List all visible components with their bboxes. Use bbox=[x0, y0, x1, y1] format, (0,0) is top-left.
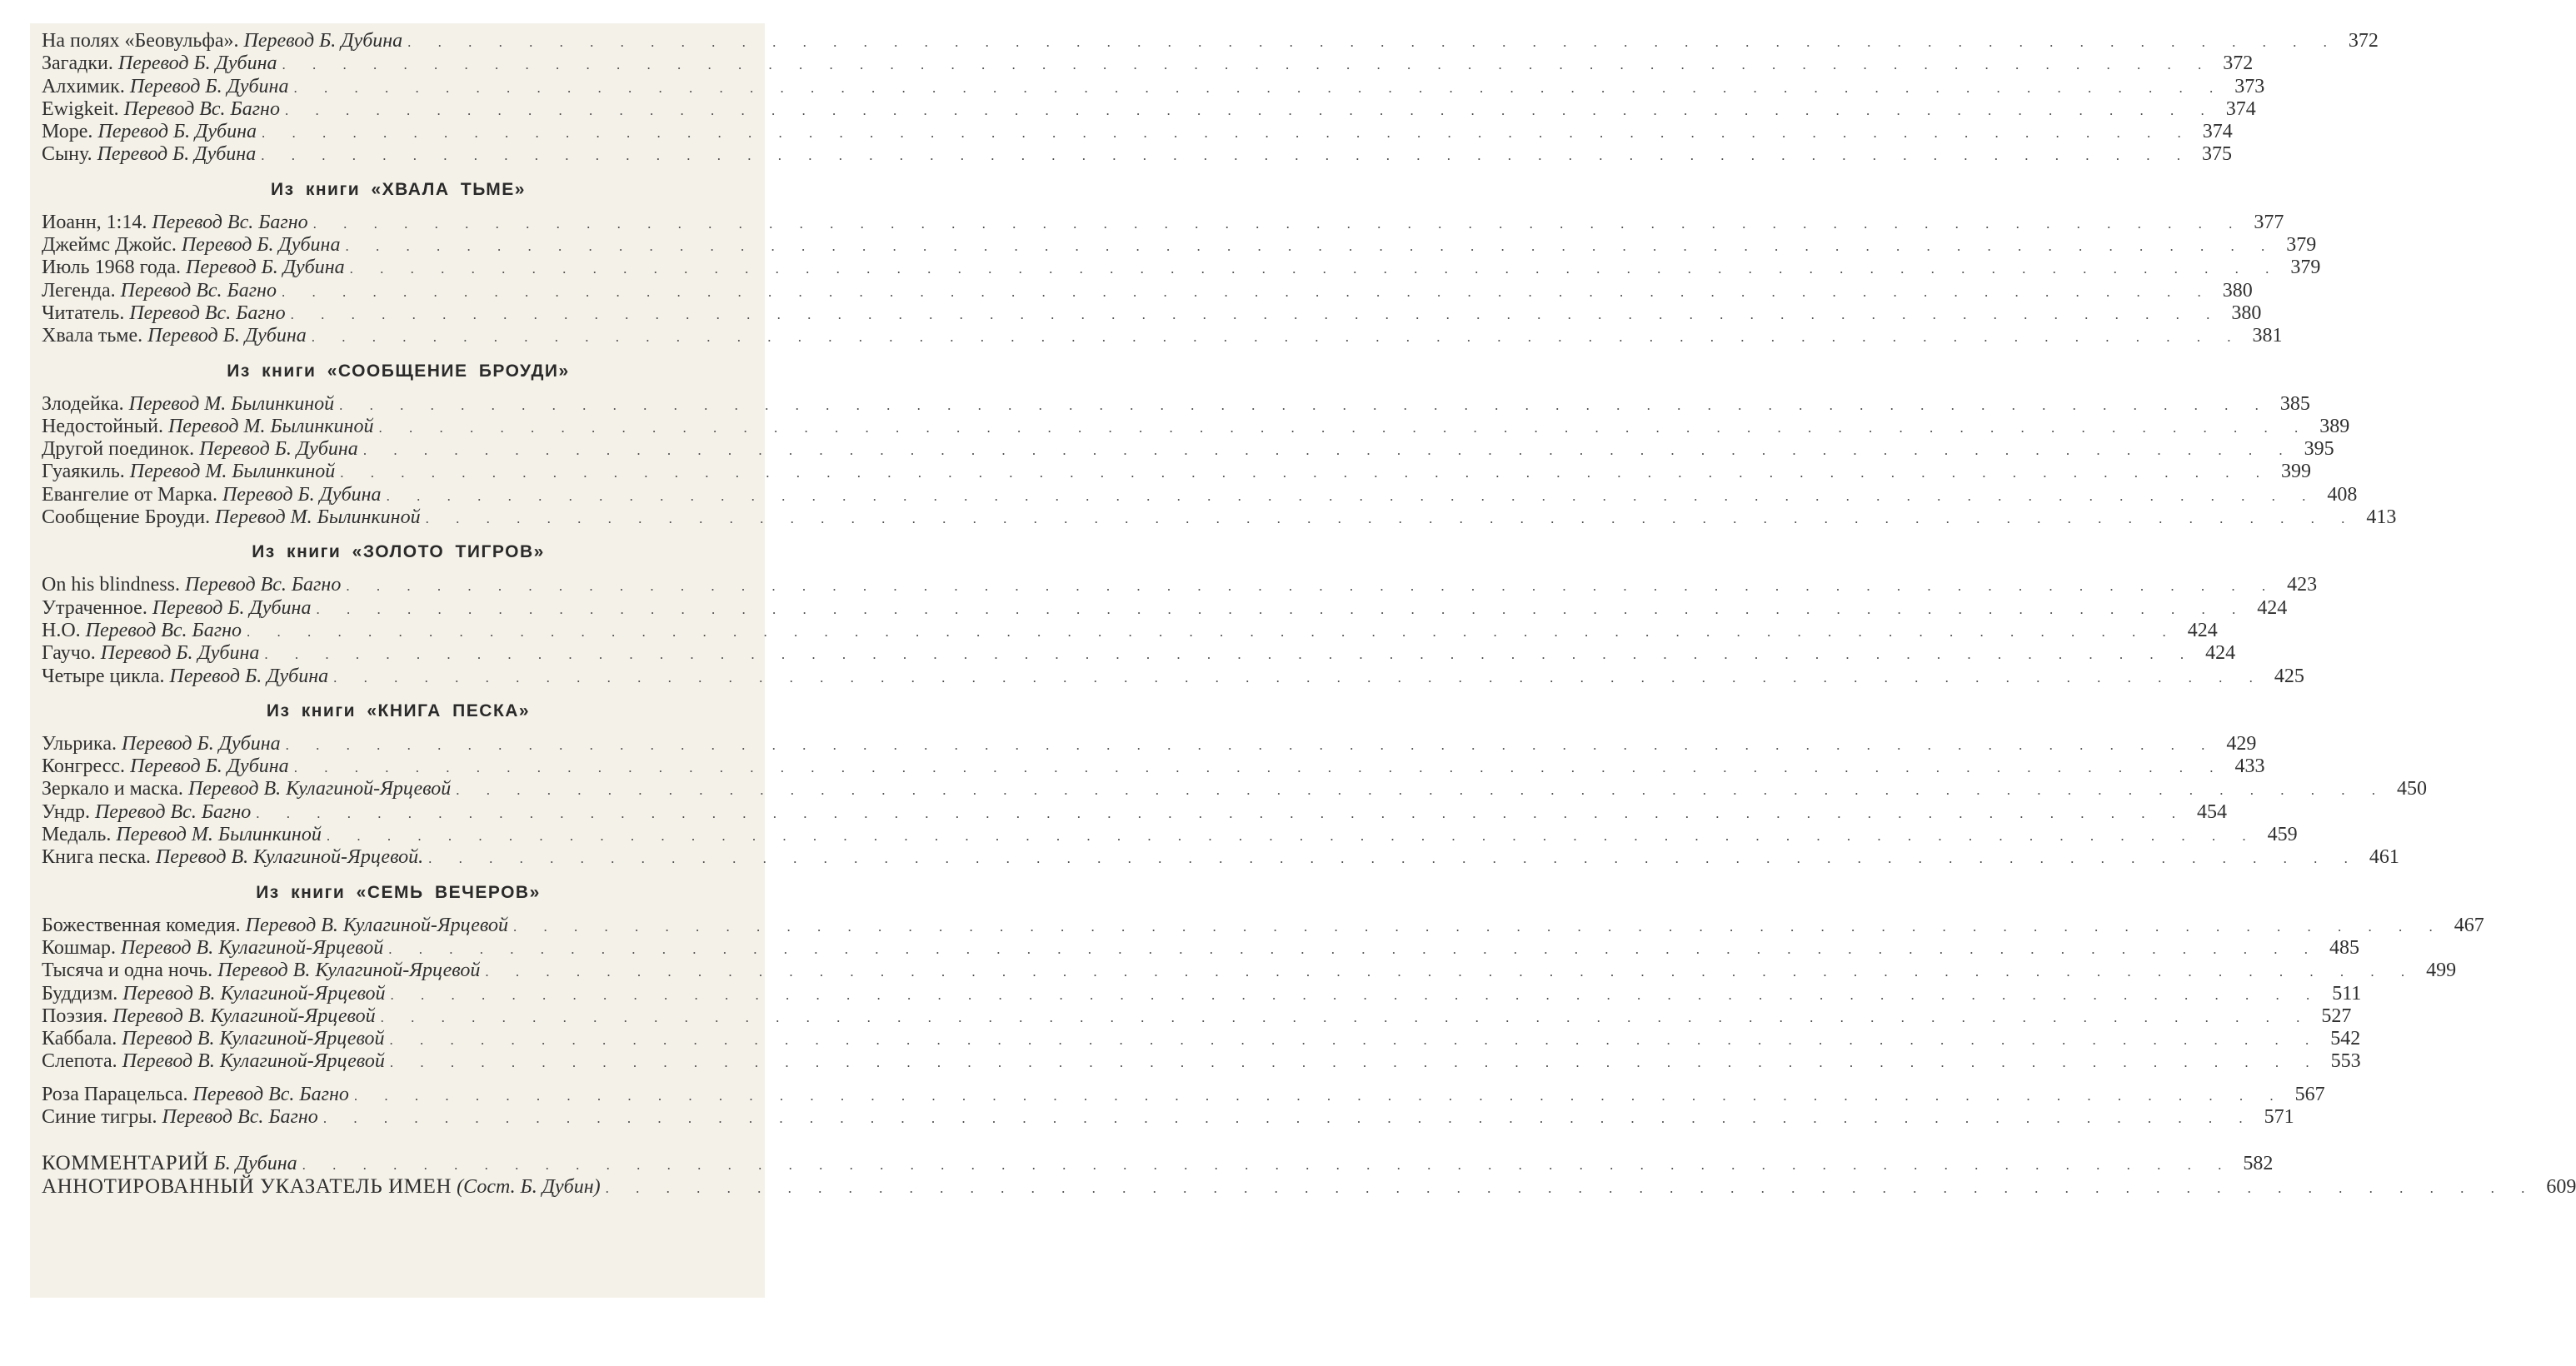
entry-text bbox=[42, 1152, 297, 1175]
entry-title: Джеймс Джойс. bbox=[42, 234, 177, 257]
entry-text bbox=[42, 30, 402, 52]
entry-title: Каббала. bbox=[42, 1028, 117, 1050]
toc-entry[interactable] bbox=[42, 75, 2265, 98]
leader-dots: . . . . . . . . . . . . . . . . . . . . . . . . . . . . . . . . . . . . . . . . . . . . . . . . . . . . . . . . . . . . . . . . bbox=[293, 760, 2225, 776]
toc-entry[interactable] bbox=[42, 302, 2262, 325]
spacer bbox=[42, 1074, 755, 1084]
toc-entry[interactable] bbox=[42, 596, 2288, 620]
entry-translator: Перевод Б. Дубина bbox=[181, 234, 341, 257]
entry-page-number: 380 bbox=[2231, 302, 2262, 324]
leader-dots: . . . . . . . . . . . . . . . . . . . . . . . . . . . . . . . . . . . . . . . . . . . . . . . . . . . . . . . . . . . . . . . . bbox=[456, 782, 2387, 799]
toc-entry[interactable] bbox=[42, 97, 2256, 121]
entry-page-number: 527 bbox=[2321, 1005, 2352, 1027]
leader-dots: . . . . . . . . . . . . . . . . . . . . . . . . . . . . . . . . . . . . . . . . . . . . . . . . . . . . . . . . . . . . . . . . bbox=[605, 1179, 2537, 1196]
entry-translator: Перевод Вс. Багно bbox=[94, 800, 252, 823]
entry-text bbox=[42, 280, 277, 302]
entry-translator: Перевод Вс. Багно bbox=[192, 1083, 349, 1105]
entry-title: Медаль. bbox=[42, 824, 112, 846]
entry-text bbox=[42, 666, 328, 688]
entry-text bbox=[42, 484, 382, 506]
entry-title: Роза Парацельса. bbox=[42, 1083, 188, 1105]
entry-translator: Перевод Б. Дубина bbox=[243, 30, 403, 52]
book-page bbox=[30, 23, 2576, 1298]
entry-translator: Перевод В. Кулагиной-Ярцевой bbox=[122, 1028, 385, 1050]
entry-page-number: 389 bbox=[2319, 415, 2350, 437]
entry-title: Слепота. bbox=[42, 1050, 117, 1073]
entry-title: Ундр. bbox=[42, 800, 90, 823]
section-heading: Из книги «ХВАЛА ТЬМЕ» bbox=[270, 179, 526, 199]
entry-title: Сыну. bbox=[42, 143, 92, 166]
leader-dots: . . . . . . . . . . . . . . . . . . . . . . . . . . . . . . . . . . . . . . . . . . . . . . . . . . . . . . . . . . . . . . . . bbox=[388, 940, 2319, 957]
section-heading: Из книги «СЕМЬ ВЕЧЕРОВ» bbox=[256, 882, 541, 902]
leader-dots: . . . . . . . . . . . . . . . . . . . . . . . . . . . . . . . . . . . . . . . . . . . . . . . . . . . . . . . . . . . . . . . . bbox=[380, 1009, 2312, 1025]
entry-translator: Перевод М. Былинкиной bbox=[167, 415, 374, 437]
entry-translator: Перевод Вс. Багно bbox=[162, 1105, 318, 1128]
entry-title: На полях «Беовульфа». bbox=[42, 30, 239, 52]
leader-dots: . . . . . . . . . . . . . . . . . . . . . . . . . . . . . . . . . . . . . . . . . . . . . . . . . . . . . . . . . . . . . . . . bbox=[302, 1157, 2234, 1174]
entry-translator: Б. Дубина bbox=[213, 1153, 297, 1175]
entry-translator: Перевод В. Кулагиной-Ярцевой bbox=[122, 1050, 385, 1073]
spacer bbox=[42, 1129, 755, 1152]
leader-dots: . . . . . . . . . . . . . . . . . . . . . . . . . . . . . . . . . . . . . . . . . . . . . . . . . . . . . . . . . . . . . . . . bbox=[346, 578, 2278, 595]
entry-page-number: 377 bbox=[2254, 211, 2284, 233]
toc-entry[interactable] bbox=[42, 642, 2236, 665]
leader-dots: . . . . . . . . . . . . . . . . . . . . . . . . . . . . . . . . . . . . . . . . . . . . . . . . . . . . . . . . . . . . . . . . bbox=[285, 736, 2217, 753]
entry-page-number: 381 bbox=[2252, 325, 2283, 347]
section-heading: Из книги «КНИГА ПЕСКА» bbox=[266, 700, 531, 720]
leader-dots: . . . . . . . . . . . . . . . . . . . . . . . . . . . . . . . . . . . . . . . . . . . . . . . . . . . . . . . . . . . . . . . . bbox=[353, 1087, 2285, 1104]
entry-title: Читатель. bbox=[42, 302, 125, 324]
entry-title: Зеркало и маска. bbox=[42, 778, 183, 800]
toc-entry[interactable] bbox=[42, 936, 2359, 960]
entry-title: Ewigkeit. bbox=[42, 97, 119, 120]
entry-page-number: 374 bbox=[2225, 97, 2256, 120]
leader-dots: . . . . . . . . . . . . . . . . . . . . . . . . . . . . . . . . . . . . . . . . . . . . . . . . . . . . . . . . . . . . . . . . bbox=[512, 918, 2444, 935]
entry-page-number: 413 bbox=[2366, 506, 2397, 529]
entry-text bbox=[42, 212, 308, 234]
entry-translator: Перевод Б. Дубина bbox=[222, 483, 382, 506]
entry-text bbox=[42, 620, 242, 642]
entry-page-number: 423 bbox=[2287, 574, 2318, 596]
toc-entry[interactable] bbox=[42, 1050, 2361, 1073]
leader-dots: . . . . . . . . . . . . . . . . . . . . . . . . . . . . . . . . . . . . . . . . . . . . . . . . . . . . . . . . . . . . . . . . bbox=[261, 147, 2192, 164]
entry-text bbox=[42, 1106, 318, 1129]
entry-translator: Перевод В. Кулагиной-Ярцевой bbox=[122, 982, 386, 1005]
toc-entry[interactable] bbox=[42, 211, 2284, 234]
toc-entry[interactable] bbox=[42, 1152, 2274, 1175]
entry-title: Поэзия. bbox=[42, 1005, 108, 1027]
entry-page-number: 425 bbox=[2274, 665, 2304, 687]
toc-entry[interactable] bbox=[42, 1005, 2352, 1028]
toc-entry[interactable] bbox=[42, 824, 2298, 846]
entry-page-number: 385 bbox=[2279, 392, 2310, 415]
entry-translator: Перевод Вс. Багно bbox=[152, 211, 308, 233]
toc-entry[interactable] bbox=[42, 506, 2397, 529]
leader-dots: . . . . . . . . . . . . . . . . . . . . . . . . . . . . . . . . . . . . . . . . . . . . . . . . . . . . . . . . . . . . . . . . bbox=[264, 646, 2196, 663]
entry-text bbox=[42, 960, 480, 982]
entry-text bbox=[42, 393, 334, 416]
entry-title: On his blindness. bbox=[42, 574, 181, 596]
toc-entry[interactable] bbox=[42, 914, 2484, 937]
leader-dots: . . . . . . . . . . . . . . . . . . . . . . . . . . . . . . . . . . . . . . . . . . . . . . . . . . . . . . . . . . . . . . . . bbox=[281, 283, 2213, 300]
entry-translator: Перевод Вс. Багно bbox=[85, 619, 242, 641]
entry-title: Другой поединок. bbox=[42, 438, 195, 461]
entry-translator: Перевод Б. Дубина bbox=[152, 596, 312, 619]
entry-title: Гаучо. bbox=[42, 642, 96, 665]
toc-entry[interactable] bbox=[42, 1174, 2576, 1198]
leader-dots: . . . . . . . . . . . . . . . . . . . . . . . . . . . . . . . . . . . . . . . . . . . . . . . . . . . . . . . . . . . . . . . . bbox=[284, 102, 2216, 118]
entry-title: Ульрика. bbox=[42, 732, 117, 755]
entry-title: Недостойный. bbox=[42, 415, 163, 437]
toc-entry[interactable] bbox=[42, 234, 2317, 257]
entry-translator: Перевод Б. Дубина bbox=[199, 438, 358, 461]
toc-entry[interactable] bbox=[42, 325, 2283, 347]
entry-translator: Перевод В. Кулагиной-Ярцевой bbox=[120, 936, 384, 959]
entry-page-number: 424 bbox=[2257, 596, 2288, 619]
toc-entry[interactable] bbox=[42, 574, 2318, 596]
entry-translator: Перевод Вс. Багно bbox=[120, 279, 277, 302]
entry-title: Сообщение Броуди. bbox=[42, 506, 211, 529]
entry-page-number: 379 bbox=[2290, 257, 2321, 279]
entry-text bbox=[42, 143, 256, 166]
entry-page-number: 395 bbox=[2304, 438, 2334, 461]
entry-translator: Перевод В. Кулагиной-Ярцевой. bbox=[155, 846, 424, 869]
toc-entry[interactable] bbox=[42, 982, 2362, 1005]
toc-entry[interactable] bbox=[42, 1105, 2294, 1129]
entry-page-number: 424 bbox=[2187, 619, 2218, 641]
toc-entry[interactable] bbox=[42, 121, 2233, 143]
entry-page-number: 609 bbox=[2546, 1175, 2576, 1198]
entry-translator: Перевод Б. Дубина bbox=[97, 121, 257, 143]
entry-page-number: 399 bbox=[2280, 461, 2311, 483]
leader-dots: . . . . . . . . . . . . . . . . . . . . . . . . . . . . . . . . . . . . . . . . . . . . . . . . . . . . . . . . . . . . . . . . bbox=[311, 329, 2243, 346]
entry-title: Евангелие от Марка. bbox=[42, 483, 217, 506]
entry-page-number: 424 bbox=[2205, 642, 2236, 665]
entry-title: Божественная комедия. bbox=[42, 914, 241, 936]
leader-dots: . . . . . . . . . . . . . . . . . . . . . . . . . . . . . . . . . . . . . . . . . . . . . . . . . . . . . . . . . . . . . . . . bbox=[485, 964, 2417, 980]
toc-entry[interactable] bbox=[42, 800, 2227, 824]
entry-page-number: 499 bbox=[2426, 960, 2457, 982]
entry-text bbox=[42, 1084, 349, 1106]
toc-entry[interactable] bbox=[42, 619, 2218, 642]
section-heading: Из книги «ЗОЛОТО ТИГРОВ» bbox=[252, 542, 545, 562]
entry-translator: Перевод Б. Дубина bbox=[147, 325, 307, 347]
toc-entry[interactable] bbox=[42, 257, 2321, 279]
entry-text bbox=[42, 1028, 385, 1050]
entry-page-number: 454 bbox=[2197, 800, 2227, 823]
entry-page-number: 553 bbox=[2330, 1050, 2361, 1073]
section-heading: Из книги «СООБЩЕНИЕ БРОУДИ» bbox=[227, 361, 570, 381]
entry-page-number: 429 bbox=[2226, 732, 2257, 755]
toc-entry[interactable] bbox=[42, 438, 2334, 461]
entry-text bbox=[42, 642, 259, 665]
leader-dots: . . . . . . . . . . . . . . . . . . . . . . . . . . . . . . . . . . . . . . . . . . . . . . . . . . . . . . . . . . . . . . . . bbox=[246, 623, 2178, 640]
toc-entry[interactable] bbox=[42, 732, 2257, 755]
entry-translator: Перевод В. Кулагиной-Ярцевой bbox=[112, 1005, 376, 1027]
entry-text bbox=[42, 325, 307, 347]
toc-entry[interactable] bbox=[42, 483, 2358, 506]
toc-entry[interactable] bbox=[42, 960, 2457, 982]
entry-page-number: 375 bbox=[2201, 143, 2232, 166]
toc-entry[interactable] bbox=[42, 778, 2427, 800]
entry-title: Злодейка. bbox=[42, 392, 124, 415]
entry-title: Иоанн, 1:14. bbox=[42, 211, 147, 233]
toc-entry[interactable] bbox=[42, 1028, 2361, 1050]
leader-dots: . . . . . . . . . . . . . . . . . . . . . . . . . . . . . . . . . . . . . . . . . . . . . . . . . . . . . . . . . . . . . . . . bbox=[293, 79, 2225, 96]
entry-title: Легенда. bbox=[42, 279, 116, 302]
entry-translator: Перевод Б. Дубина bbox=[117, 52, 277, 75]
entry-text bbox=[42, 937, 383, 960]
entry-translator: Перевод В. Кулагиной-Ярцевой bbox=[245, 914, 508, 936]
entry-page-number: 511 bbox=[2332, 982, 2362, 1005]
entry-text bbox=[42, 801, 251, 824]
toc-entry[interactable] bbox=[42, 30, 2379, 52]
toc-entry[interactable] bbox=[42, 279, 2253, 302]
entry-title: Алхимик. bbox=[42, 75, 125, 97]
entry-title: Хвала тьме. bbox=[42, 325, 143, 347]
entry-text bbox=[42, 733, 281, 755]
leader-dots: . . . . . . . . . . . . . . . . . . . . . . . . . . . . . . . . . . . . . . . . . . . . . . . . . . . . . . . . . . . . . . . . bbox=[339, 396, 2270, 413]
entry-title: Кошмар. bbox=[42, 936, 116, 959]
entry-translator: Перевод Б. Дубина bbox=[97, 143, 257, 166]
leader-dots: . . . . . . . . . . . . . . . . . . . . . . . . . . . . . . . . . . . . . . . . . . . . . . . . . . . . . . . . . . . . . . . . bbox=[326, 828, 2258, 845]
toc-entry[interactable] bbox=[42, 392, 2310, 416]
entry-text bbox=[42, 1005, 376, 1028]
entry-page-number: 582 bbox=[2243, 1153, 2274, 1175]
entry-title: Июль 1968 года. bbox=[42, 257, 182, 279]
entry-translator: Перевод Б. Дубина bbox=[130, 755, 289, 778]
entry-title: Книга песка. bbox=[42, 846, 151, 869]
entry-text bbox=[42, 121, 257, 143]
entry-page-number: 372 bbox=[2348, 30, 2379, 52]
entry-text bbox=[42, 1050, 385, 1073]
entry-text bbox=[42, 302, 286, 325]
toc-entry[interactable] bbox=[42, 415, 2350, 438]
entry-title: Синие тигры. bbox=[42, 1105, 157, 1128]
entry-text bbox=[42, 915, 508, 937]
entry-translator: Перевод В. Кулагиной-Ярцевой bbox=[187, 778, 452, 800]
leader-dots: . . . . . . . . . . . . . . . . . . . . . . . . . . . . . . . . . . . . . . . . . . . . . . . . . . . . . . . . . . . . . . . . bbox=[378, 419, 2310, 436]
entry-page-number: 571 bbox=[2264, 1105, 2294, 1128]
entry-page-number: 372 bbox=[2223, 52, 2254, 75]
entry-translator: Перевод Вс. Багно bbox=[185, 574, 342, 596]
table-of-contents bbox=[42, 30, 2576, 1198]
entry-translator: Перевод Б. Дубина bbox=[100, 642, 260, 665]
entry-text bbox=[42, 778, 451, 800]
leader-dots: . . . . . . . . . . . . . . . . . . . . . . . . . . . . . . . . . . . . . . . . . . . . . . . . . . . . . . . . . . . . . . . . bbox=[282, 57, 2214, 73]
entry-text bbox=[42, 1175, 601, 1199]
entry-text bbox=[42, 461, 335, 483]
entry-translator: Перевод М. Былинкиной bbox=[129, 461, 336, 483]
leader-dots: . . . . . . . . . . . . . . . . . . . . . . . . . . . . . . . . . . . . . . . . . . . . . . . . . . . . . . . . . . . . . . . . bbox=[256, 805, 2187, 821]
entry-page-number: 380 bbox=[2222, 279, 2253, 302]
entry-title: Гуаякиль. bbox=[42, 461, 125, 483]
toc-entry[interactable] bbox=[42, 846, 2399, 869]
entry-title: Утраченное. bbox=[42, 596, 147, 619]
entry-translator: Перевод Б. Дубина bbox=[169, 665, 329, 687]
leader-dots: . . . . . . . . . . . . . . . . . . . . . . . . . . . . . . . . . . . . . . . . . . . . . . . . . . . . . . . . . . . . . . . . bbox=[262, 125, 2193, 142]
entry-title: Н.О. bbox=[42, 619, 81, 641]
entry-translator: (Сост. Б. Дубин) bbox=[457, 1175, 601, 1198]
toc-entry[interactable] bbox=[42, 143, 2232, 166]
toc-entry[interactable] bbox=[42, 461, 2311, 483]
entry-text bbox=[42, 755, 289, 778]
entry-text bbox=[42, 506, 421, 529]
entry-text bbox=[42, 52, 277, 75]
entry-text bbox=[42, 824, 322, 846]
toc-entry[interactable] bbox=[42, 1083, 2325, 1106]
entry-translator: Перевод М. Былинкиной bbox=[128, 392, 335, 415]
entry-page-number: 485 bbox=[2329, 936, 2359, 959]
leader-dots: . . . . . . . . . . . . . . . . . . . . . . . . . . . . . . . . . . . . . . . . . . . . . . . . . . . . . . . . . . . . . . . . bbox=[389, 1032, 2321, 1049]
leader-dots: . . . . . . . . . . . . . . . . . . . . . . . . . . . . . . . . . . . . . . . . . . . . . . . . . . . . . . . . . . . . . . . . bbox=[362, 442, 2294, 459]
entry-page-number: 459 bbox=[2267, 824, 2298, 846]
entry-translator: Перевод М. Былинкиной bbox=[116, 824, 322, 846]
entry-title: КОММЕНТАРИЙ bbox=[42, 1152, 209, 1175]
entry-title: Тысяча и одна ночь. bbox=[42, 960, 213, 982]
entry-text bbox=[42, 234, 340, 257]
entry-translator: Перевод Вс. Багно bbox=[123, 97, 280, 120]
entry-page-number: 542 bbox=[2330, 1028, 2361, 1050]
leader-dots: . . . . . . . . . . . . . . . . . . . . . . . . . . . . . . . . . . . . . . . . . . . . . . . . . . . . . . . . . . . . . . . . bbox=[390, 986, 2322, 1003]
entry-page-number: 408 bbox=[2327, 483, 2358, 506]
entry-title: Буддизм. bbox=[42, 982, 118, 1005]
leader-dots: . . . . . . . . . . . . . . . . . . . . . . . . . . . . . . . . . . . . . . . . . . . . . . . . . . . . . . . . . . . . . . . . bbox=[349, 261, 2281, 277]
toc-entry[interactable] bbox=[42, 755, 2265, 778]
leader-dots: . . . . . . . . . . . . . . . . . . . . . . . . . . . . . . . . . . . . . . . . . . . . . . . . . . . . . . . . . . . . . . . . bbox=[428, 850, 2359, 867]
entry-page-number: 450 bbox=[2396, 778, 2427, 800]
leader-dots: . . . . . . . . . . . . . . . . . . . . . . . . . . . . . . . . . . . . . . . . . . . . . . . . . . . . . . . . . . . . . . . . bbox=[333, 669, 2264, 685]
entry-text bbox=[42, 98, 280, 121]
entry-title: АННОТИРОВАННЫЙ УКАЗАТЕЛЬ ИМЕН bbox=[42, 1174, 452, 1198]
entry-title: Четыре цикла. bbox=[42, 665, 165, 687]
entry-title: Конгресс. bbox=[42, 755, 126, 778]
entry-page-number: 374 bbox=[2202, 121, 2233, 143]
leader-dots: . . . . . . . . . . . . . . . . . . . . . . . . . . . . . . . . . . . . . . . . . . . . . . . . . . . . . . . . . . . . . . . . bbox=[316, 601, 2248, 617]
entry-translator: Перевод Вс. Багно bbox=[129, 302, 286, 324]
leader-dots: . . . . . . . . . . . . . . . . . . . . . . . . . . . . . . . . . . . . . . . . . . . . . . . . . . . . . . . . . . . . . . . . bbox=[425, 511, 2357, 527]
entry-text bbox=[42, 574, 341, 596]
entry-page-number: 373 bbox=[2234, 75, 2265, 97]
entry-page-number: 467 bbox=[2454, 914, 2484, 936]
entry-text bbox=[42, 438, 358, 461]
entry-text bbox=[42, 983, 386, 1005]
leader-dots: . . . . . . . . . . . . . . . . . . . . . . . . . . . . . . . . . . . . . . . . . . . . . . . . . . . . . . . . . . . . . . . . bbox=[340, 465, 2271, 481]
entry-page-number: 461 bbox=[2369, 846, 2399, 869]
toc-entry[interactable] bbox=[42, 52, 2254, 75]
entry-text bbox=[42, 257, 345, 279]
entry-page-number: 379 bbox=[2286, 234, 2317, 257]
entry-text bbox=[42, 76, 288, 98]
leader-dots: . . . . . . . . . . . . . . . . . . . . . . . . . . . . . . . . . . . . . . . . . . . . . . . . . . . . . . . . . . . . . . . . bbox=[322, 1109, 2254, 1126]
entry-text bbox=[42, 597, 311, 620]
entry-text bbox=[42, 846, 423, 869]
leader-dots: . . . . . . . . . . . . . . . . . . . . . . . . . . . . . . . . . . . . . . . . . . . . . . . . . . . . . . . . . . . . . . . . bbox=[389, 1054, 2321, 1071]
leader-dots: . . . . . . . . . . . . . . . . . . . . . . . . . . . . . . . . . . . . . . . . . . . . . . . . . . . . . . . . . . . . . . . . bbox=[407, 34, 2339, 50]
leader-dots: . . . . . . . . . . . . . . . . . . . . . . . . . . . . . . . . . . . . . . . . . . . . . . . . . . . . . . . . . . . . . . . . bbox=[386, 487, 2318, 504]
leader-dots: . . . . . . . . . . . . . . . . . . . . . . . . . . . . . . . . . . . . . . . . . . . . . . . . . . . . . . . . . . . . . . . . bbox=[345, 238, 2277, 255]
entry-text bbox=[42, 416, 373, 438]
entry-page-number: 567 bbox=[2294, 1083, 2325, 1105]
leader-dots: . . . . . . . . . . . . . . . . . . . . . . . . . . . . . . . . . . . . . . . . . . . . . . . . . . . . . . . . . . . . . . . . bbox=[290, 306, 2222, 322]
entry-translator: Перевод Б. Дубина bbox=[186, 257, 345, 279]
leader-dots: . . . . . . . . . . . . . . . . . . . . . . . . . . . . . . . . . . . . . . . . . . . . . . . . . . . . . . . . . . . . . . . . bbox=[312, 215, 2244, 232]
entry-translator: Перевод Б. Дубина bbox=[129, 75, 289, 97]
entry-title: Загадки. bbox=[42, 52, 113, 75]
entry-translator: Перевод Б. Дубина bbox=[122, 732, 281, 755]
entry-page-number: 433 bbox=[2234, 755, 2265, 778]
entry-translator: Перевод В. Кулагиной-Ярцевой bbox=[217, 960, 481, 982]
entry-translator: Перевод М. Былинкиной bbox=[215, 506, 421, 529]
toc-entry[interactable] bbox=[42, 665, 2304, 688]
entry-title: Море. bbox=[42, 121, 93, 143]
